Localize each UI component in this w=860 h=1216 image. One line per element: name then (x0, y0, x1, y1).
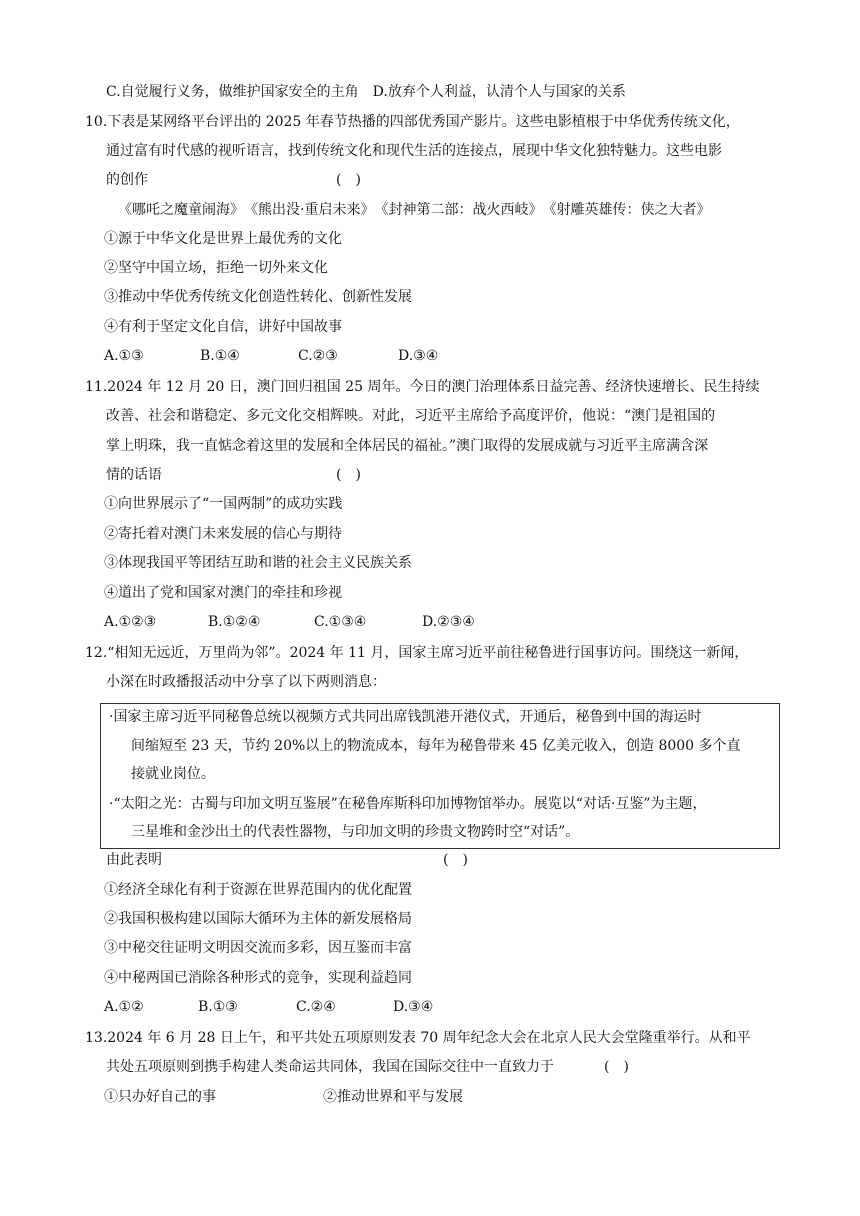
q12-news-box (100, 703, 780, 849)
q11-choice-b: B.①②④ (208, 614, 261, 630)
q11-option-2: ②寄托着对澳门未来发展的信心与期待 (104, 526, 342, 542)
q11-option-4: ④道出了党和国家对澳门的牵挂和珍视 (104, 585, 342, 601)
q10-film-list: 《哪吒之魔童闹海》 《熊出没·重启未来》 《封神第二部：战火西岐》 《射雕英雄传：侠之大者》 (118, 202, 711, 218)
q10-option-2: ②坚守中国立场，拒绝一切外来文化 (104, 260, 328, 276)
q10-stem-line-3: 的创作 (106, 172, 148, 188)
q12-option-2: ②我国积极构建以国际大循环为主体的新发展格局 (104, 911, 412, 927)
q12-option-4: ④中秘两国已消除各种形式的竞争，实现利益趋同 (104, 970, 412, 986)
q13-stem-line-2: 共处五项原则到携手构建人类命运共同体，我国在国际交往中一直致力于 (106, 1059, 554, 1075)
q11-stem-line-3: 掌上明珠，我一直惦念着这里的发展和全体居民的福祉。”澳门取得的发展成就与习近平主席满含深 (106, 438, 709, 454)
q12-option-1: ①经济全球化有利于资源在世界范围内的优化配置 (104, 882, 412, 898)
q12-choice-b: B.①③ (198, 999, 238, 1015)
q9-options-cd: C.自觉履行义务，做维护国家安全的主角 D.放弃个人利益，认清个人与国家的关系 (106, 84, 626, 100)
news-item-2-line-1: ·“太阳之光：古蜀与印加文明互鉴展”在秘鲁库斯科印加博物馆举办。展览以“对话·互鉴”为主题， (109, 796, 707, 812)
q13-answer-bracket: ( ) (604, 1059, 629, 1075)
q10-choice-b: B.①④ (200, 348, 240, 364)
q12-choice-c: C.②④ (296, 999, 336, 1015)
q10-answer-bracket: ( ) (336, 172, 361, 188)
q11-option-1: ①向世界展示了“一国两制”的成功实践 (104, 496, 343, 512)
q12-choice-a: A.①② (104, 999, 144, 1015)
q10-choice-d: D.③④ (398, 348, 439, 364)
q10-option-1: ①源于中华文化是世界上最优秀的文化 (104, 231, 342, 247)
q11-choice-c: C.①③④ (314, 614, 367, 630)
q11-option-3: ③体现我国平等团结互助和谐的社会主义民族关系 (104, 555, 412, 571)
q10-choice-c: C.②③ (298, 348, 338, 364)
q10-choice-a: A.①③ (104, 348, 144, 364)
q12-answer-bracket: ( ) (443, 852, 468, 868)
q11-stem-line-2: 改善、社会和谐稳定、多元文化交相辉映。对此，习近平主席给予高度评价，他说：“澳门是祖国的 (106, 408, 716, 424)
q12-option-3: ③中秘交往证明文明因交流而多彩，因互鉴而丰富 (104, 940, 412, 956)
q10-stem-line-2: 通过富有时代感的视听语言，找到传统文化和现代生活的连接点，展现中华文化独特魅力。这些电影 (106, 143, 722, 159)
q10-option-3: ③推动中华优秀传统文化创造性转化、创新性发展 (104, 289, 412, 305)
q12-stem-line-2: 小深在时政播报活动中分享了以下两则消息： (106, 674, 386, 690)
q11-answer-bracket: ( ) (336, 467, 361, 483)
news-item-2-line-2: 三星堆和金沙出土的代表性器物，与印加文明的珍贵文物跨时空“对话”。 (131, 824, 580, 840)
news-item-1-line-2: 间缩短至 23 天，节约 20%以上的物流成本，每年为秘鲁带来 45 亿美元收入，创造 8000 多个直 (131, 738, 741, 754)
q11-stem-line-4: 情的话语 (106, 467, 162, 483)
news-item-1-line-1: ·国家主席习近平同秘鲁总统以视频方式共同出席钱凯港开港仪式，开通后，秘鲁到中国的海运时 (109, 709, 702, 725)
q12-choice-d: D.③④ (393, 999, 434, 1015)
q12-stem-line-1: 12.“相知无远近，万里尚为邻”。2024 年 11 月，国家主席习近平前往秘鲁进行国事访问。围绕这一新闻， (85, 645, 749, 661)
q13-stem-line-1: 13.2024 年 6 月 28 日上午，和平共处五项原则发表 70 周年纪念大会在北京人民大会堂隆重举行。从和平 (85, 1030, 751, 1046)
news-item-1-line-3: 接就业岗位。 (131, 766, 215, 782)
q12-stem-line-3: 由此表明 (106, 852, 162, 868)
q11-choice-d: D.②③④ (422, 614, 475, 630)
q11-stem-line-1: 11.2024 年 12 月 20 日，澳门回归祖国 25 周年。今日的澳门治理体系日益完善、经济快速增长、民生持续 (85, 379, 760, 395)
q10-stem-line-1: 10.下表是某网络平台评出的 2025 年春节热播的四部优秀国产影片。这些电影植根于中华优秀传统文化， (85, 114, 740, 130)
q13-option-2: ②推动世界和平与发展 (323, 1089, 463, 1105)
q13-option-1: ①只办好自己的事 (104, 1089, 216, 1105)
q10-option-4: ④有利于坚定文化自信，讲好中国故事 (104, 319, 342, 335)
q11-choice-a: A.①②③ (104, 614, 157, 630)
